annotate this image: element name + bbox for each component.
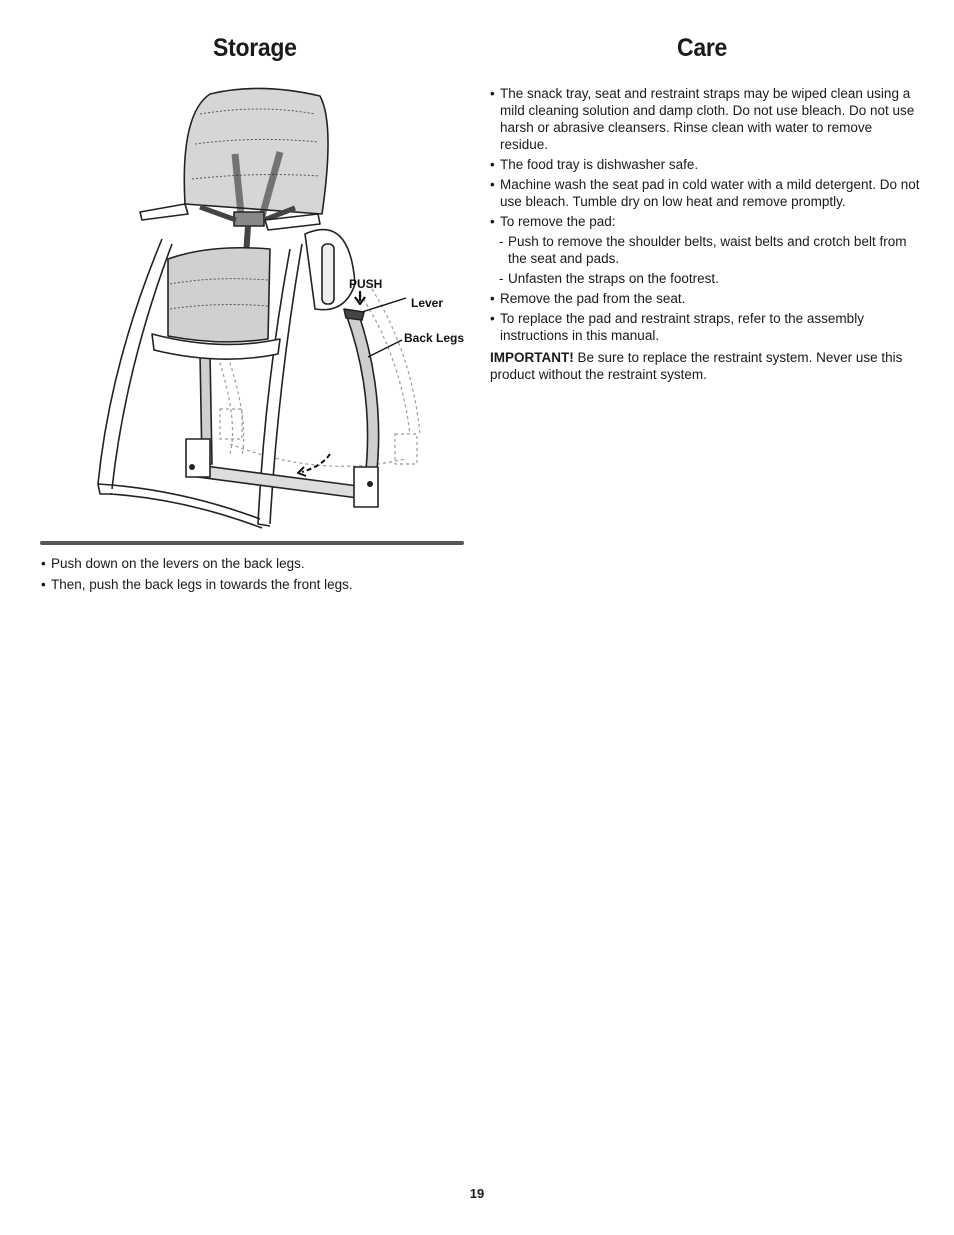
list-item-text: To remove the pad: [500,214,616,229]
list-item: • Push down on the levers on the back legs. [41,555,461,572]
list-item: • Machine wash the seat pad in cold water with a mild detergent. Do not use bleach. Tumble dry on low heat and remove promptly. [490,176,920,210]
leg-bracket-right [354,467,378,507]
important-note [490,349,910,383]
list-item [490,213,920,287]
seat-pad [168,248,270,342]
armrest-left [140,204,188,220]
lever [344,309,364,320]
seat-back [184,88,328,214]
important-text: Be sure to replace the restraint system. Never use this product without the restraint system. [490,350,903,382]
sub-list-item: - Unfasten the straps on the footrest. [499,270,920,287]
leg-bracket-left [186,439,210,477]
list-item: • Then, push the back legs in towards the front legs. [41,576,461,593]
care-heading: Care [677,34,728,62]
harness-buckle [234,212,264,226]
storage-heading: Storage [213,34,297,62]
sub-list-item: - Push to remove the shoulder belts, waist belts and crotch belt from the seat and pads. [499,233,920,267]
remove-pad-sublist [499,233,920,287]
callout-push: PUSH [349,277,383,291]
storage-steps-list [41,555,461,597]
list-item: • To replace the pad and restraint straps, refer to the assembly instructions in this manual. [490,310,920,344]
list-item: • The food tray is dishwasher safe. [490,156,920,173]
fold-motion-arrow-icon [302,454,330,472]
callout-back-legs: Back Legs [404,331,465,345]
care-list [490,85,920,347]
page-number: 19 [469,1186,485,1201]
high-chair-illustration [90,84,470,534]
important-label: IMPORTANT! [490,350,574,365]
callout-lever: Lever [411,296,444,310]
list-item: • The snack tray, seat and restraint straps may be wiped clean using a mild cleaning solution and damp cloth. Do not use bleach. Do not use harsh or abrasive cleansers. Rinse clean with water to remove residue. [490,85,920,153]
list-item: • Remove the pad from the seat. [490,290,920,307]
push-arrow-icon [355,291,365,304]
back-leg-right [346,312,379,480]
front-leg-left [98,239,162,494]
section-divider [40,541,464,545]
